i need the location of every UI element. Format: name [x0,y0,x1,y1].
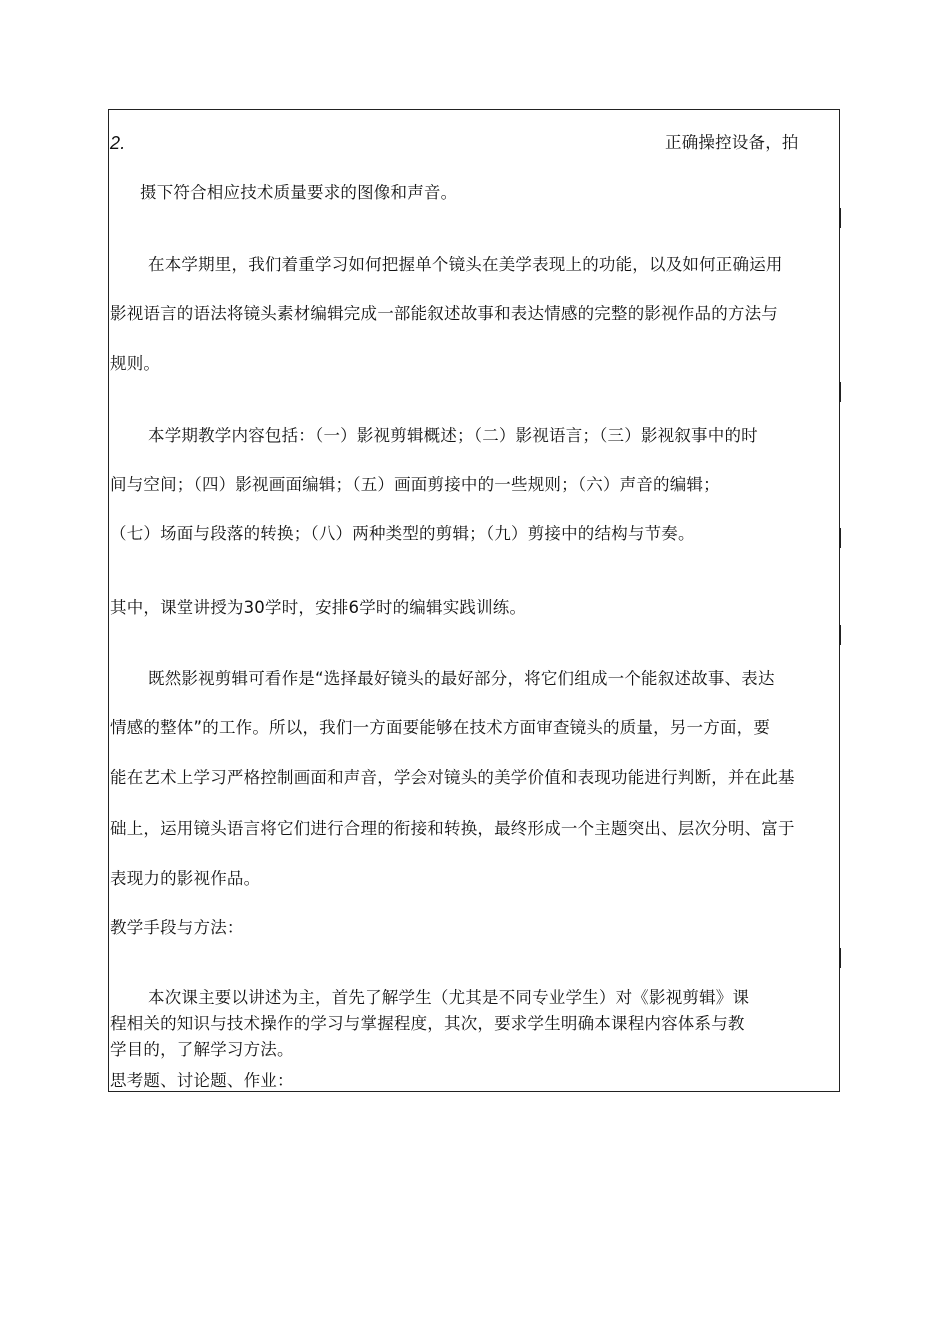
border-mark [839,625,841,645]
paragraph-line: 情感的整体”的工作。所以，我们一方面要能够在技术方面审查镜头的质量，另一方面，要 [110,718,771,737]
methods-heading: 教学手段与方法： [110,918,244,937]
border-mark [839,528,841,548]
paragraph-line: 本次课主要以讲述为主，首先了解学生（尤其是不同专业学生）对《影视剪辑》课 [148,988,750,1007]
paragraph-line: 在本学期里，我们着重学习如何把握单个镜头在美学表现上的功能，以及如何正确运用 [148,255,783,274]
border-mark [839,208,841,228]
paragraph-line: 既然影视剪辑可看作是“选择最好镜头的最好部分，将它们组成一个能叙述故事、表达 [148,669,775,688]
text-line: 摄下符合相应技术质量要求的图像和声音。 [140,183,458,202]
paragraph-line: 本学期教学内容包括：（一）影视剪辑概述；（二）影视语言；（三）影视叙事中的时 [148,426,758,445]
paragraph-line: 能在艺术上学习严格控制画面和声音，学会对镜头的美学价值和表现功能进行判断，并在此基 [110,768,795,787]
paragraph-line: 础上，运用镜头语言将它们进行合理的衔接和转换，最终形成一个主题突出、层次分明、富于 [110,819,795,838]
paragraph-line: 学目的，了解学习方法。 [110,1040,294,1059]
border-mark [839,948,841,968]
paragraph-line: 间与空间；（四）影视画面编辑；（五）画面剪接中的一些规则；（六）声音的编辑； [110,475,720,494]
paragraph-line: 规则。 [110,354,161,373]
homework-heading: 思考题、讨论题、作业： [110,1071,294,1090]
paragraph-line: （七）场面与段落的转换；（八）两种类型的剪辑；（九）剪接中的结构与节奏。 [110,524,695,543]
text-line: 正确操控设备，拍 [665,133,799,152]
section-number: 2. [110,133,126,153]
paragraph-line: 其中，课堂讲授为30学时，安排6学时的编辑实践训练。 [110,598,527,617]
paragraph-line: 程相关的知识与技术操作的学习与掌握程度，其次，要求学生明确本课程内容体系与教 [110,1014,745,1033]
paragraph-line: 表现力的影视作品。 [110,869,261,888]
paragraph-line: 影视语言的语法将镜头素材编辑完成一部能叙述故事和表达情感的完整的影视作品的方法与 [110,304,778,323]
border-mark [839,382,841,402]
